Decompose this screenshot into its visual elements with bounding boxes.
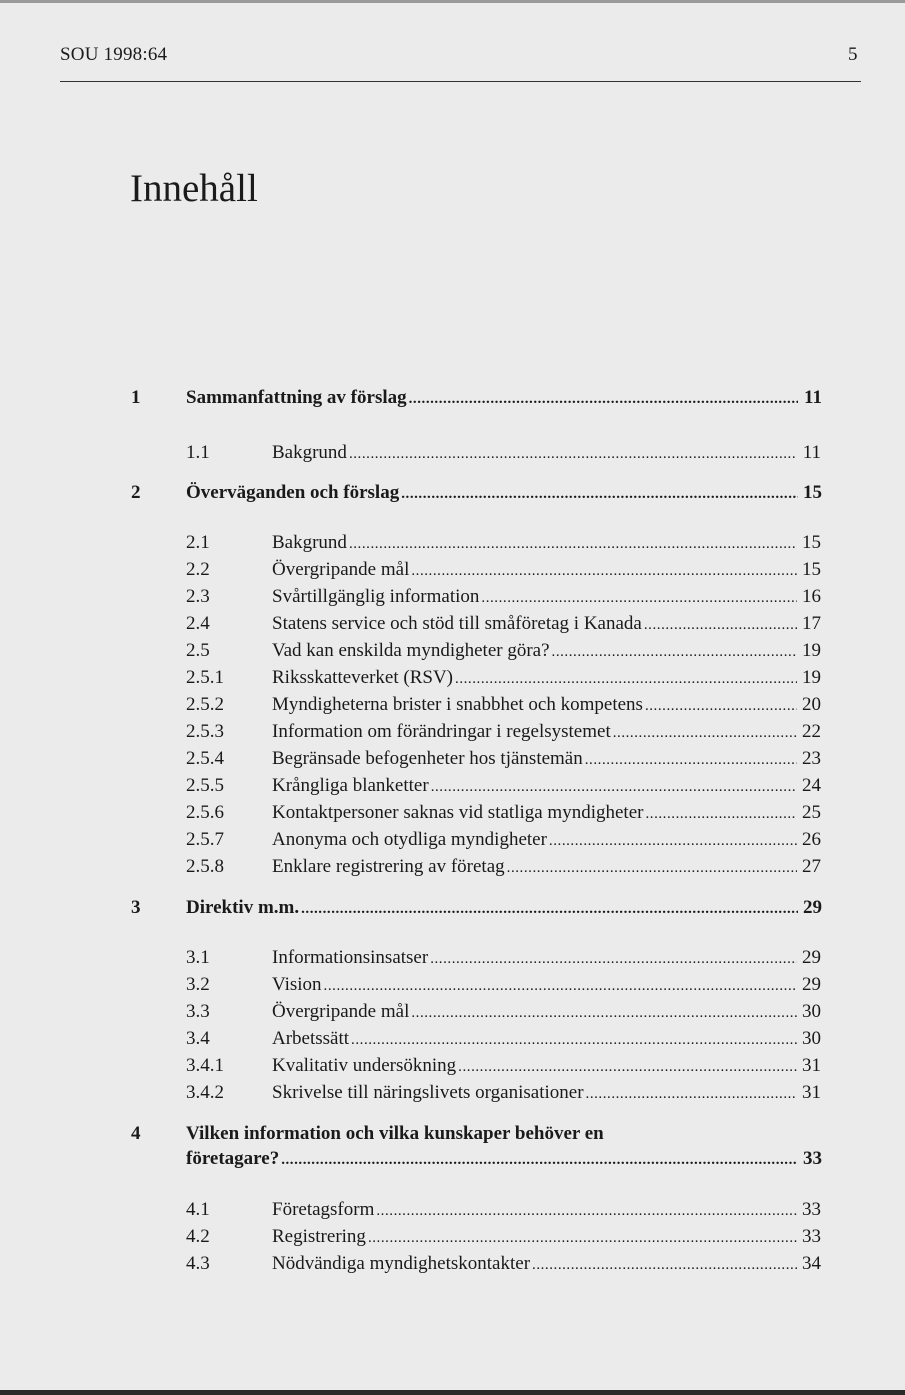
section-title: Vad kan enskilda myndigheter göra? xyxy=(272,640,550,661)
toc-entry[interactable] xyxy=(272,1199,821,1221)
toc-entry[interactable] xyxy=(272,721,821,743)
section-title: Bakgrund xyxy=(272,442,347,463)
section-number: 4.3 xyxy=(186,1253,210,1274)
section-page: 19 xyxy=(802,667,821,688)
section-number: 2.5.1 xyxy=(186,667,224,688)
toc-entry[interactable] xyxy=(272,613,821,635)
section-number: 2.5.8 xyxy=(186,856,224,877)
section-page: 33 xyxy=(802,1199,821,1220)
section-number: 3.4.2 xyxy=(186,1082,224,1103)
section-title: Övergripande mål xyxy=(272,559,410,580)
chapter-title-line1[interactable]: Vilken information och vilka kunskaper behöver en xyxy=(186,1123,604,1144)
section-number: 2.5 xyxy=(186,640,210,661)
toc-entry[interactable] xyxy=(272,532,821,554)
toc-chapter-3[interactable] xyxy=(186,897,822,919)
dot-leader xyxy=(552,641,797,660)
page-number: 5 xyxy=(848,44,858,65)
dot-leader xyxy=(324,975,797,994)
dot-leader xyxy=(349,533,797,552)
page-title: Innehåll xyxy=(130,167,258,210)
toc-entry[interactable] xyxy=(272,1001,821,1023)
section-number: 3.2 xyxy=(186,974,210,995)
section-page: 33 xyxy=(802,1226,821,1247)
section-page: 19 xyxy=(802,640,821,661)
dot-leader xyxy=(549,830,797,849)
toc-entry[interactable] xyxy=(272,829,821,851)
chapter-page: 29 xyxy=(803,897,822,918)
dot-leader xyxy=(301,898,798,917)
toc-entry[interactable] xyxy=(272,586,821,608)
section-title: Information om förändringar i regelsystemet xyxy=(272,721,611,742)
dot-leader xyxy=(351,1029,797,1048)
dot-leader xyxy=(532,1254,797,1273)
toc-entry[interactable] xyxy=(272,974,821,996)
section-number: 2.5.7 xyxy=(186,829,224,850)
toc-entry[interactable] xyxy=(272,559,821,581)
section-title: Registrering xyxy=(272,1226,366,1247)
section-number: 2.5.5 xyxy=(186,775,224,796)
chapter-page: 33 xyxy=(803,1148,822,1169)
section-page: 27 xyxy=(802,856,821,877)
section-page: 34 xyxy=(802,1253,821,1274)
chapter-number: 1 xyxy=(131,387,141,408)
toc-entry[interactable] xyxy=(272,748,821,770)
section-number: 4.2 xyxy=(186,1226,210,1247)
section-page: 24 xyxy=(802,775,821,796)
chapter-page: 15 xyxy=(803,482,822,503)
section-number: 3.3 xyxy=(186,1001,210,1022)
toc-entry[interactable] xyxy=(272,1226,821,1248)
toc-entry[interactable] xyxy=(272,1082,821,1104)
toc-chapter-4[interactable] xyxy=(186,1148,822,1170)
dot-leader xyxy=(411,1002,797,1021)
section-page: 16 xyxy=(802,586,821,607)
toc-entry[interactable] xyxy=(272,1055,821,1077)
dot-leader xyxy=(368,1227,797,1246)
dot-leader xyxy=(507,857,797,876)
section-page: 11 xyxy=(802,442,821,463)
header-rule xyxy=(60,81,861,82)
section-page: 15 xyxy=(802,532,821,553)
dot-leader xyxy=(401,483,798,502)
dot-leader xyxy=(431,776,797,795)
section-number: 4.1 xyxy=(186,1199,210,1220)
section-page: 29 xyxy=(802,974,821,995)
dot-leader xyxy=(409,388,798,407)
section-title: Krångliga blanketter xyxy=(272,775,429,796)
chapter-number: 3 xyxy=(131,897,141,918)
section-number: 2.3 xyxy=(186,586,210,607)
section-number: 2.5.3 xyxy=(186,721,224,742)
section-page: 26 xyxy=(802,829,821,850)
toc-entry[interactable] xyxy=(272,1028,821,1050)
section-title: Bakgrund xyxy=(272,532,347,553)
dot-leader xyxy=(613,722,797,741)
section-number: 2.4 xyxy=(186,613,210,634)
dot-leader xyxy=(481,587,797,606)
dot-leader xyxy=(644,614,797,633)
toc-entry[interactable] xyxy=(272,856,821,878)
dot-leader xyxy=(585,749,797,768)
section-page: 22 xyxy=(802,721,821,742)
report-id: SOU 1998:64 xyxy=(60,44,168,65)
section-number: 3.1 xyxy=(186,947,210,968)
section-page: 23 xyxy=(802,748,821,769)
section-title: Begränsade befogenheter hos tjänstemän xyxy=(272,748,583,769)
chapter-title-line2: företagare? xyxy=(186,1148,280,1169)
toc-entry[interactable] xyxy=(272,640,821,662)
section-title: Skrivelse till näringslivets organisationer xyxy=(272,1082,584,1103)
toc-entry[interactable] xyxy=(272,802,821,824)
section-page: 30 xyxy=(802,1028,821,1049)
section-title: Övergripande mål xyxy=(272,1001,410,1022)
section-title: Enklare registrering av företag xyxy=(272,856,505,877)
section-page: 30 xyxy=(802,1001,821,1022)
section-title: Vision xyxy=(272,974,322,995)
chapter-title: Överväganden och förslag xyxy=(186,482,400,503)
dot-leader xyxy=(645,695,797,714)
section-title: Nödvändiga myndighetskontakter xyxy=(272,1253,531,1274)
toc-chapter-1[interactable] xyxy=(186,387,822,409)
section-title: Statens service och stöd till småföretag i Kanada xyxy=(272,613,642,634)
chapter-number: 2 xyxy=(131,482,141,503)
section-number: 3.4.1 xyxy=(186,1055,224,1076)
section-page: 31 xyxy=(802,1055,821,1076)
section-page: 31 xyxy=(802,1082,821,1103)
chapter-page: 11 xyxy=(804,387,822,408)
section-number: 2.1 xyxy=(186,532,210,553)
dot-leader xyxy=(458,1056,797,1075)
section-title: Informationsinsatser xyxy=(272,947,429,968)
chapter-number: 4 xyxy=(131,1123,141,1144)
section-page: 17 xyxy=(802,613,821,634)
toc-entry[interactable] xyxy=(272,442,821,464)
dot-leader xyxy=(349,443,797,462)
section-title: Kontaktpersoner saknas vid statliga myndigheter xyxy=(272,802,644,823)
toc-entry[interactable] xyxy=(272,775,821,797)
section-page: 25 xyxy=(802,802,821,823)
dot-leader xyxy=(586,1083,797,1102)
section-title: Anonyma och otydliga myndigheter xyxy=(272,829,547,850)
section-number: 2.2 xyxy=(186,559,210,580)
section-number: 1.1 xyxy=(186,442,210,463)
scan-bottom-edge xyxy=(0,1390,905,1395)
dot-leader xyxy=(411,560,797,579)
section-title: Arbetssätt xyxy=(272,1028,350,1049)
section-page: 29 xyxy=(802,947,821,968)
section-number: 2.5.2 xyxy=(186,694,224,715)
section-number: 3.4 xyxy=(186,1028,210,1049)
section-title: Företagsform xyxy=(272,1199,375,1220)
section-title: Svårtillgänglig information xyxy=(272,586,480,607)
section-number: 2.5.4 xyxy=(186,748,224,769)
section-page: 20 xyxy=(802,694,821,715)
section-page: 15 xyxy=(802,559,821,580)
chapter-title: Sammanfattning av förslag xyxy=(186,387,407,408)
scan-top-edge xyxy=(0,0,905,3)
section-number: 2.5.6 xyxy=(186,802,224,823)
toc-entry[interactable] xyxy=(272,947,821,969)
toc-entry[interactable] xyxy=(272,667,821,689)
section-title: Riksskatteverket (RSV) xyxy=(272,667,454,688)
toc-chapter-2[interactable] xyxy=(186,482,822,504)
section-title: Kvalitativ undersökning xyxy=(272,1055,457,1076)
dot-leader xyxy=(376,1200,797,1219)
dot-leader xyxy=(430,948,797,967)
chapter-title: Direktiv m.m. xyxy=(186,897,300,918)
section-title: Myndigheterna brister i snabbhet och kompetens xyxy=(272,694,643,715)
toc-entry[interactable] xyxy=(272,1253,821,1275)
dot-leader xyxy=(645,803,797,822)
toc-entry[interactable] xyxy=(272,694,821,716)
dot-leader xyxy=(281,1149,798,1168)
dot-leader xyxy=(455,668,797,687)
